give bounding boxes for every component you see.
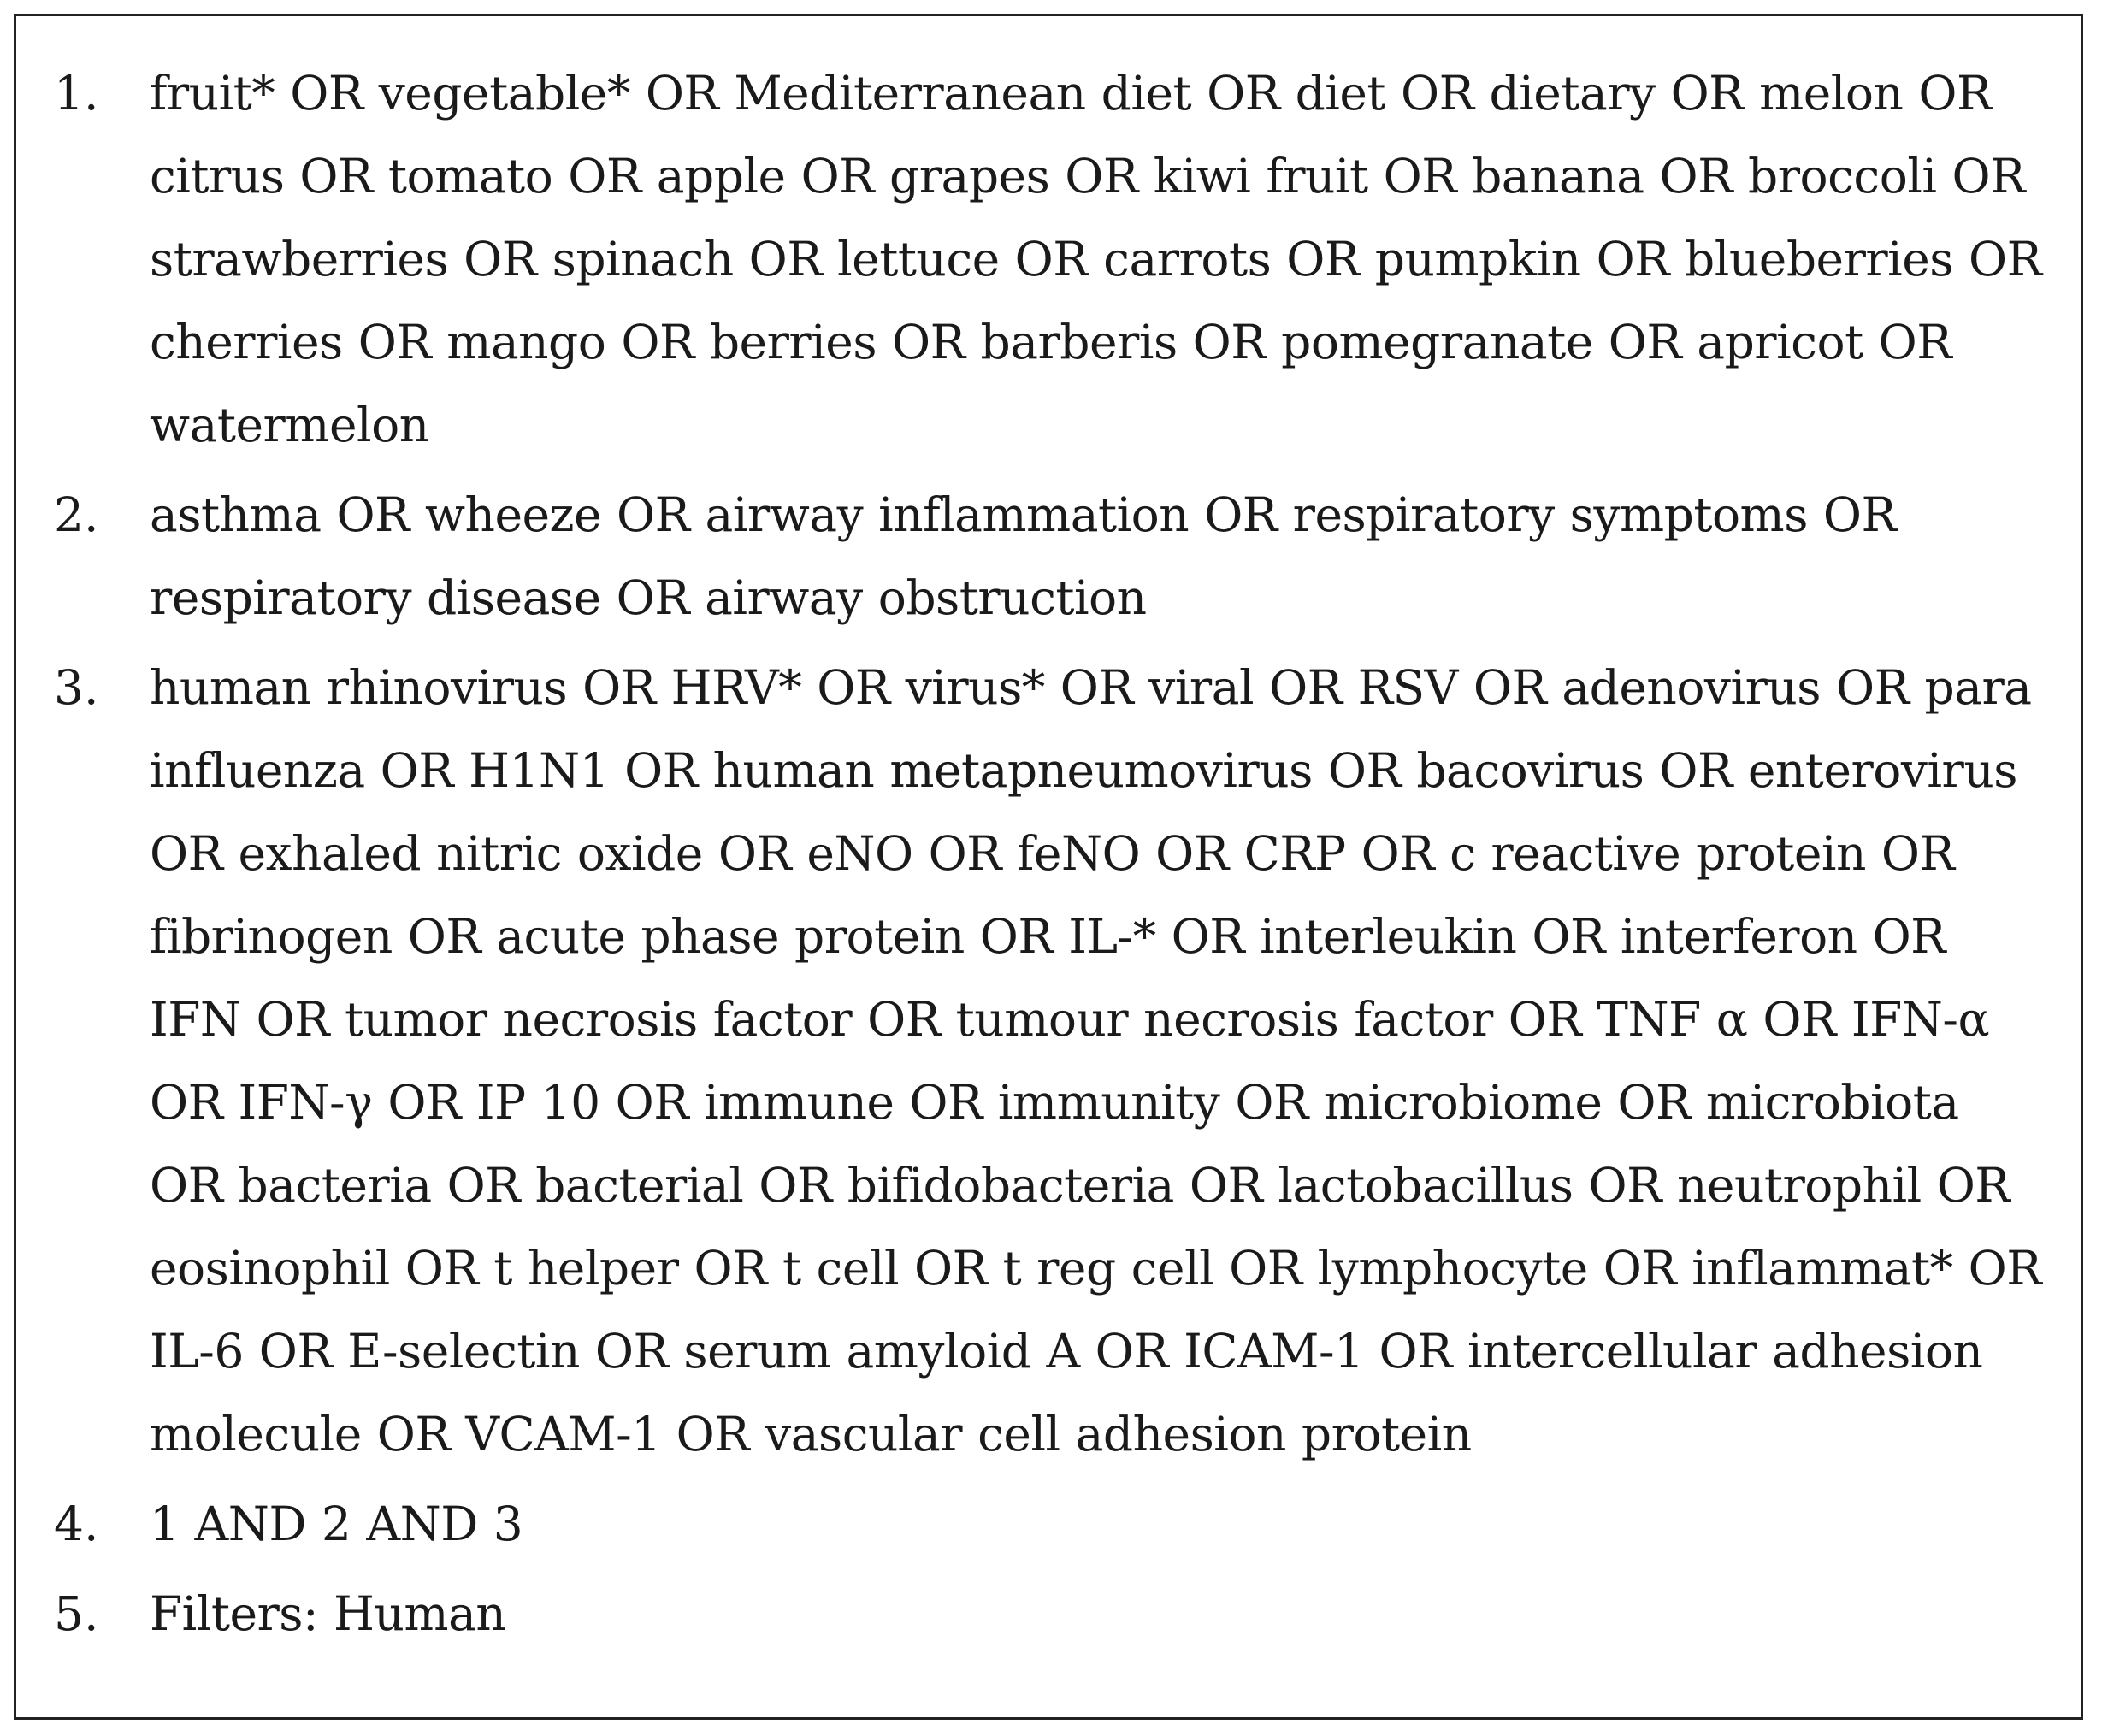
item-text: 1 AND 2 AND 3 bbox=[150, 1497, 523, 1551]
item-number: 5. bbox=[54, 1586, 99, 1641]
search-item-3 bbox=[54, 647, 2046, 1476]
item-text: asthma OR wheeze OR airway inflammation OR respiratory symptoms OR respiratory disease OR airway obstruction bbox=[150, 487, 1897, 625]
search-strategy-list bbox=[54, 52, 2046, 1662]
item-text: fruit* OR vegetable* OR Mediterranean diet OR diet OR dietary OR melon OR citrus OR tomato OR apple OR grapes OR kiwi fruit OR banana OR broccoli OR strawberries OR spinach OR lettuce OR carrots OR pumpkin OR blueberries OR cherries OR mango OR berries OR barberis OR pomegranate OR apricot OR watermelon bbox=[150, 66, 2042, 452]
search-item-4 bbox=[54, 1483, 2046, 1566]
item-text: human rhinovirus OR HRV* OR virus* OR viral OR RSV OR adenovirus OR para influenza OR H1N1 OR human metapneumovirus OR bacovirus OR enterovirus OR exhaled nitric oxide OR eNO OR feNO OR CRP OR c reactive protein OR fibrinogen OR acute phase protein OR IL-* OR interleukin OR interferon OR IFN OR tumor necrosis factor OR tumour necrosis factor OR TNF α OR IFN-α OR IFN-γ OR IP 10 OR immune OR immunity OR microbiome OR microbiota OR bacteria OR bacterial OR bifidobacteria OR lactobacillus OR neutrophil OR eosinophil OR t helper OR t cell OR t reg cell OR lymphocyte OR inflammat* OR IL-6 OR E-selectin OR serum amyloid A OR ICAM-1 OR intercellular adhesion molecule OR VCAM-1 OR vascular cell adhesion protein bbox=[150, 660, 2042, 1461]
search-item-2 bbox=[54, 474, 2046, 640]
item-number: 1. bbox=[54, 66, 99, 121]
item-number: 2. bbox=[54, 487, 99, 542]
item-number: 4. bbox=[54, 1497, 99, 1551]
item-number: 3. bbox=[54, 660, 99, 715]
search-item-1 bbox=[54, 52, 2046, 467]
search-item-5 bbox=[54, 1573, 2046, 1656]
search-strategy-box bbox=[14, 14, 2083, 1720]
item-text: Filters: Human bbox=[150, 1586, 506, 1641]
